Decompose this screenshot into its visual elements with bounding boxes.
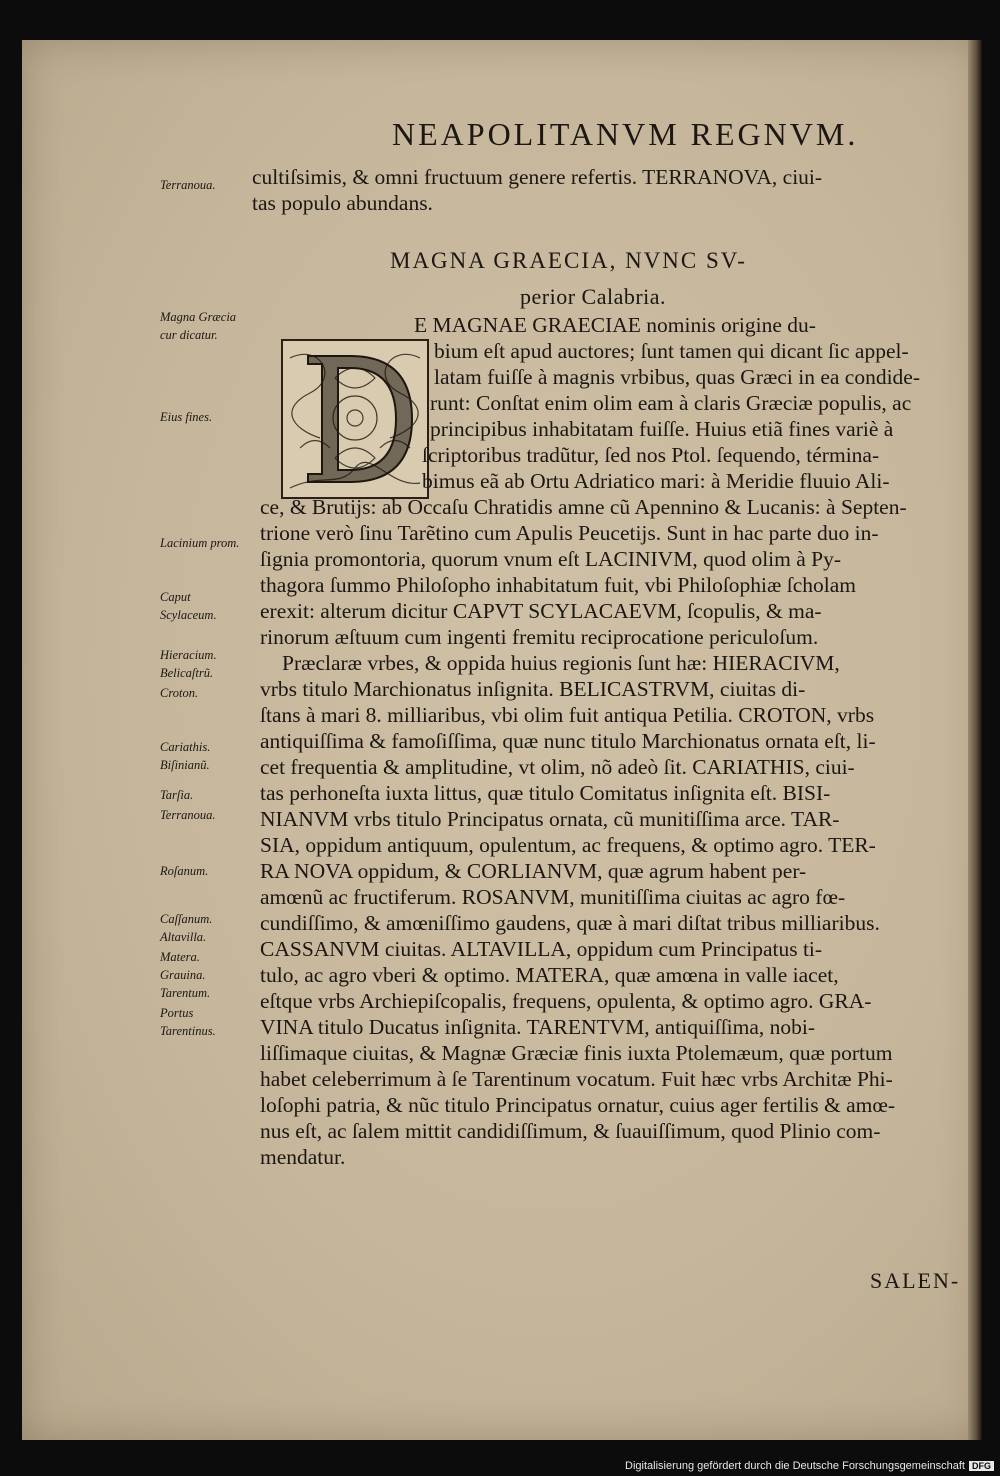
- footer-text: Digitalisierung gefördert durch die Deutsche Forschungsgemeinschaft: [625, 1460, 965, 1472]
- margin-note: Tarentum.: [160, 986, 211, 1000]
- body-line: tas populo abundans.: [252, 191, 433, 215]
- paragraph-line: vrbs titulo Marchionatus inſignita. BELICASTRVM, ciuitas di-: [260, 677, 806, 701]
- page-edge: [968, 40, 982, 1440]
- paragraph-line: tulo, ac agro vberi & optimo. MATERA, quæ amœna in valle iacet,: [260, 963, 839, 987]
- paragraph-line: principibus inhabitatam fuiſſe. Huius etiã fines variè à: [430, 417, 894, 441]
- margin-note: Terranoua.: [160, 178, 216, 192]
- margin-note: Hieracium.: [160, 648, 217, 662]
- margin-note: Matera.: [160, 950, 200, 964]
- paragraph-line: trione verò ſinu Tarẽtino cum Apulis Peucetijs. Sunt in hac parte duo in-: [260, 521, 879, 545]
- paragraph-line: nus eſt, ac ſalem mittit candidiſſimum, & ſuauiſſimum, quod Plinio com-: [260, 1119, 881, 1143]
- margin-note: Roſanum.: [160, 864, 209, 878]
- paragraph-line: ſtans à mari 8. milliaribus, vbi olim fuit antiqua Petilia. CROTON, vrbs: [260, 703, 875, 727]
- paragraph-line: amœnũ ac fructiferum. ROSANVM, munitiſſima ciuitas ac agro fœ-: [260, 885, 846, 909]
- paragraph-line: rinorum æſtuum cum ingenti fremitu reciprocatione periculoſum.: [260, 625, 819, 649]
- paragraph-line: cet frequentia & amplitudine, vt olim, nõ adeò ſit. CARIATHIS, ciui-: [260, 755, 855, 779]
- catchword: SALEN-: [870, 1268, 961, 1293]
- paragraph-line: thagora ſummo Philoſopho inhabitatum fuit, vbi Philoſophiæ ſcholam: [260, 573, 856, 597]
- dfg-logo-icon: DFG: [969, 1461, 994, 1471]
- margin-note: Portus Tarentinus.: [160, 1006, 216, 1038]
- margin-note: Tarſia.: [160, 788, 194, 802]
- section-title: [390, 243, 910, 315]
- paragraph-line: loſophi patria, & nũc titulo Principatus ornatur, cuius ager fertilis & amœ-: [260, 1093, 896, 1117]
- paragraph-line: bium eſt apud auctores; ſunt tamen qui dicant ſic appel-: [434, 339, 909, 363]
- margin-note: Magna Græcia cur dicatur.: [160, 310, 237, 342]
- margin-note: Belicaſtrũ.: [160, 666, 214, 680]
- paragraph-line: tas perhoneſta iuxta littus, quæ titulo Comitatus inſignita eſt. BISI-: [260, 781, 831, 805]
- paragraph-line: habet celeberrimum à ſe Tarentinum vocatum. Fuit hæc vrbs Architæ Phi-: [260, 1067, 893, 1091]
- paragraph-line: E MAGNAE GRAECIAE nominis origine du-: [414, 313, 816, 337]
- paragraph-line: mendatur.: [260, 1145, 346, 1169]
- paragraph-line: latam fuiſſe à magnis vrbibus, quas Græci in ea condide-: [434, 365, 921, 389]
- paragraph-line: ſcriptoribus tradũtur, ſed nos Ptol. ſequendo, términa-: [422, 443, 880, 467]
- margin-note: Caput Scylaceum.: [160, 590, 217, 622]
- margin-note: Terranoua.: [160, 808, 216, 822]
- paragraph-line: RA NOVA oppidum, & CORLIANVM, quæ agrum habent per-: [260, 859, 807, 883]
- paragraph-line: runt: Conſtat enim olim eam à claris Græciæ populis, ac: [430, 391, 912, 415]
- margin-note: Eius fines.: [160, 410, 213, 424]
- paragraph-line: VINA titulo Ducatus inſignita. TARENTVM, antiquiſſima, nobi-: [260, 1015, 816, 1039]
- margin-note: Croton.: [160, 686, 199, 700]
- paragraph-line: ce, & Brutijs: ab Occaſu Chratidis amne cũ Apennino & Lucanis: à Septen-: [260, 495, 907, 519]
- paragraph-line: Præclaræ vrbes, & oppida huius regionis ſunt hæ: HIERACIVM,: [282, 651, 840, 675]
- book-page: [22, 40, 982, 1440]
- paragraph-line: ſignia promontoria, quorum vnum eſt LACINIVM, quod olim à Py-: [260, 547, 842, 571]
- margin-note: Grauina.: [160, 968, 206, 982]
- paragraph-line: SIA, oppidum antiquum, opulentum, ac frequens, & optimo agro. TER-: [260, 833, 876, 857]
- running-head: NEAPOLITANVM REGNVM.: [392, 116, 859, 152]
- paragraph-line: erexit: alterum dicitur CAPVT SCYLACAEVM, ſcopulis, & ma-: [260, 599, 822, 623]
- section-title-line-2: perior Calabria.: [520, 284, 667, 309]
- decorated-initial-d-icon: [280, 338, 430, 500]
- margin-note: Cariathis.: [160, 740, 211, 754]
- body-line: cultiſsimis, & omni fructuum genere refertis. TERRANOVA, ciui-: [252, 165, 823, 189]
- paragraph-line: NIANVM vrbs titulo Principatus ornata, cũ munitiſſima arce. TAR-: [260, 807, 840, 831]
- margin-note: Biſinianũ.: [160, 758, 210, 772]
- paragraph-line: liſſimaque ciuitas, & Magnæ Græciæ finis iuxta Ptolemæum, quæ portum: [260, 1041, 893, 1065]
- paragraph-line: CASSANVM ciuitas. ALTAVILLA, oppidum cum Principatus ti-: [260, 937, 823, 961]
- digitization-footer: [625, 1460, 994, 1472]
- paragraph-line: antiquiſſima & famoſiſſima, quæ nunc titulo Marchionatus ornata eſt, li-: [260, 729, 876, 753]
- margin-note: Lacinium prom.: [160, 536, 240, 550]
- section-title-line-1: MAGNA GRAECIA, NVNC SV-: [390, 248, 747, 273]
- margin-note: Altavilla.: [160, 930, 207, 944]
- margin-note: Caſſanum.: [160, 912, 213, 926]
- paragraph-line: cundiſſimo, & amœniſſimo gaudens, quæ à mari diſtat tribus milliaribus.: [260, 911, 880, 935]
- paragraph-line: bimus eã ab Ortu Adriatico mari: à Meridie fluuio Ali-: [422, 469, 890, 493]
- paragraph-line: eſtque vrbs Archiepiſcopalis, frequens, opulenta, & optimo agro. GRA-: [260, 989, 872, 1013]
